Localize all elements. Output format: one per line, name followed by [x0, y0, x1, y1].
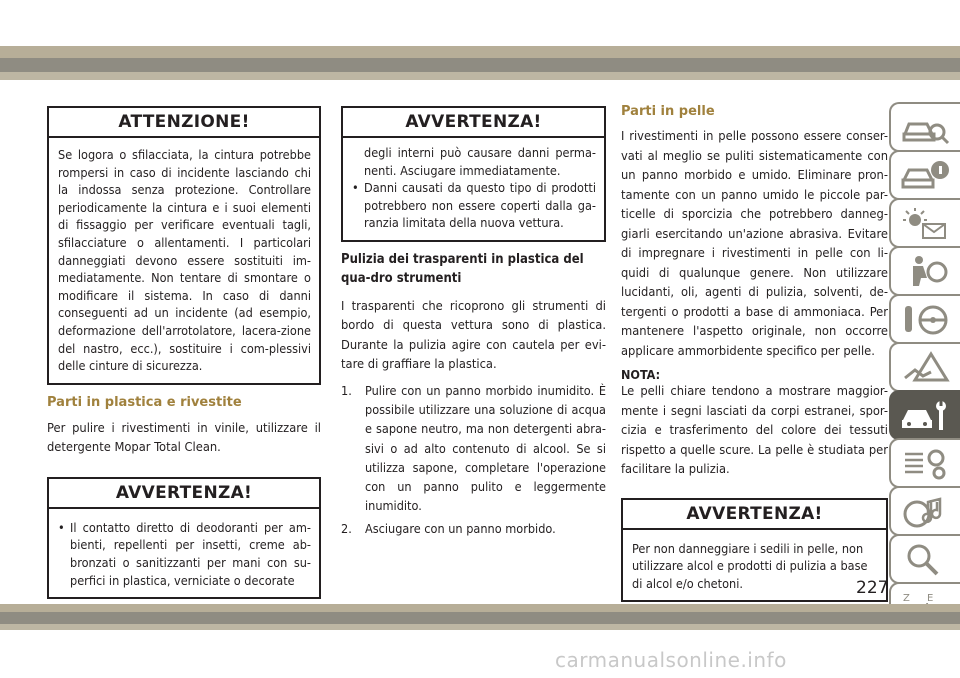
- warning-bullet: [49, 509, 319, 597]
- section-text-plastica: Per pulire i rivestimenti in vinile, utilizzare il detergente Mopar Total Clean.: [47, 420, 321, 456]
- tab-car-search[interactable]: [889, 102, 960, 152]
- column-3: [621, 104, 888, 602]
- warning-content: [343, 138, 604, 240]
- page-number: 227: [856, 578, 889, 598]
- tab-seatbelt-airbag[interactable]: [889, 246, 960, 296]
- car-search-icon: [901, 110, 951, 146]
- warning-title: ATTENZIONE!: [49, 108, 319, 138]
- car-info-icon: [901, 158, 951, 194]
- warning-title: AVVERTENZA!: [343, 108, 604, 138]
- text-pelle: I rivestimenti in pelle possono essere conser-vati al meglio se puliti sistematicamente con un panno morbido e umido. Eliminare pron-tamente con un panno umido le piccole par-ticelle di sporcizia che potrebbero danneg-giarli esercitando un'azione abrasiva. Evitare di impregnare i rivestimenti in pelle con li-quidi di qualunque genere. Non utilizzare lucidanti, oli, agenti di pulizia, solventi, de-tergenti o prodotti a base di ammoniaca. Per mantenere l'aspetto originale, non occorre applicare ammorbidente specifico per pelle.: [621, 129, 888, 359]
- step-text: Asciugare con un panno morbido.: [365, 521, 556, 537]
- steps-list: [341, 381, 606, 539]
- tab-warning-lights[interactable]: [889, 198, 960, 248]
- tab-multimedia[interactable]: [889, 486, 960, 536]
- seatbelt-airbag-icon: [901, 254, 951, 290]
- steering-key-icon: [901, 302, 951, 338]
- tab-specs[interactable]: [889, 438, 960, 488]
- text-trasparenti: I trasparenti che ricoprono gli strumenti di bordo di questa vettura sono di plastica. Durante la pulizia agire con cautela per evi-tare di graffiare la plastica.: [341, 298, 606, 373]
- search-icon: [901, 542, 951, 578]
- car-wrench-icon: [901, 398, 951, 434]
- note-label: NOTA:: [621, 367, 661, 382]
- top-band: [0, 0, 960, 52]
- warning-box-attenzione: [47, 106, 321, 385]
- tab-hazard[interactable]: [889, 342, 960, 392]
- tab-search[interactable]: [889, 534, 960, 584]
- step-number: 2.: [341, 521, 352, 537]
- warning-box-avvertenza-1: [47, 477, 321, 599]
- warning-title: AVVERTENZA!: [49, 479, 319, 509]
- specs-gear-icon: [901, 446, 951, 482]
- index-letter: E: [927, 593, 934, 604]
- note-text: Le pelli chiare tendono a mostrare maggior-mente i segni lasciati da corpi estranei, spor-cizia e trasferimento del colore dei tessuti rispetto a quelle scure. La pelle è studiata per facilitare la pulizia.: [621, 384, 888, 477]
- top-stripe-light: [0, 46, 960, 58]
- warning-text: Per non danneggiare i sedili in pelle, non utilizzare alcol e prodotti di pulizia a base di alcol e/o chetoni.: [632, 540, 868, 591]
- bullet-item: • Danni causati da questo tipo di prodotti potrebbero non essere coperti dalla ga-ranzia limitata della nuova vettura.: [352, 179, 596, 232]
- top-stripe-dark: [0, 58, 960, 72]
- warning-lights-icon: [901, 206, 951, 242]
- bottom-stripe-pale: [0, 624, 960, 630]
- step-number: 1.: [341, 382, 352, 398]
- tab-car-wrench[interactable]: [889, 390, 960, 440]
- index-letter: Z: [903, 593, 910, 604]
- bullet-item: • Il contatto diretto di deodoranti per am-bienti, repellenti per insetti, creme ab-bronzati o sanitizzanti per mani con su-perfici in plastica, verniciate o decorate: [58, 519, 311, 589]
- warning-box-avvertenza-3: [621, 498, 888, 603]
- section-title-plastica: Parti in plastica e rivestite: [47, 394, 242, 410]
- bottom-stripe-dark: [0, 612, 960, 624]
- column-2: [341, 106, 606, 539]
- tab-steering-key[interactable]: [889, 294, 960, 344]
- hazard-triangle-icon: [901, 350, 951, 386]
- step-text: Pulire con un panno morbido inumidito. È possibile utilizzare una soluzione di acqua e sapone neutro, ma non detergenti abra-sivi o ad alto contenuto di alcool. Se si utilizza sapone, completare l'operazione con un panno pulito e leggermente inumidito.: [365, 382, 606, 514]
- subheading-trasparenti: Pulizia dei trasparenti in plastica del qua-dro strumenti: [341, 251, 584, 286]
- top-stripe-pale: [0, 72, 960, 80]
- bottom-stripe-light: [0, 604, 960, 612]
- watermark: carmanualsonline.info: [555, 648, 787, 672]
- tab-car-info[interactable]: [889, 150, 960, 200]
- column-1: [47, 106, 321, 599]
- warning-title: AVVERTENZA!: [623, 500, 886, 530]
- section-title-pelle: Parti in pelle: [621, 104, 715, 119]
- step-item: [341, 519, 606, 538]
- step-item: [341, 381, 606, 515]
- warning-text: Se logora o sfilacciata, la cintura potrebbe rompersi in caso di incidente lasciando chi la indossa senza protezione. Controllare periodicamente la cintura e i suoi elementi di fissaggio per verificare eventuali tagli, sfilacciature o allentamenti. I particolari danneggiati devono essere sostituiti im-mediatamente. Non tentare di smontare o modificare il sistema. In caso di danni conseguenti ad un incidente (ad esempio, deformazione dell'arrotolatore, lacera-zione del nastro, ecc.), sostituire i com-plessivi delle cinture di sicurezza.: [58, 147, 311, 374]
- warning-box-avvertenza-2: [341, 106, 606, 242]
- multimedia-icon: [901, 494, 951, 530]
- warning-continued-text: degli interni può causare danni perma-nenti. Asciugare immediatamente.: [364, 145, 596, 178]
